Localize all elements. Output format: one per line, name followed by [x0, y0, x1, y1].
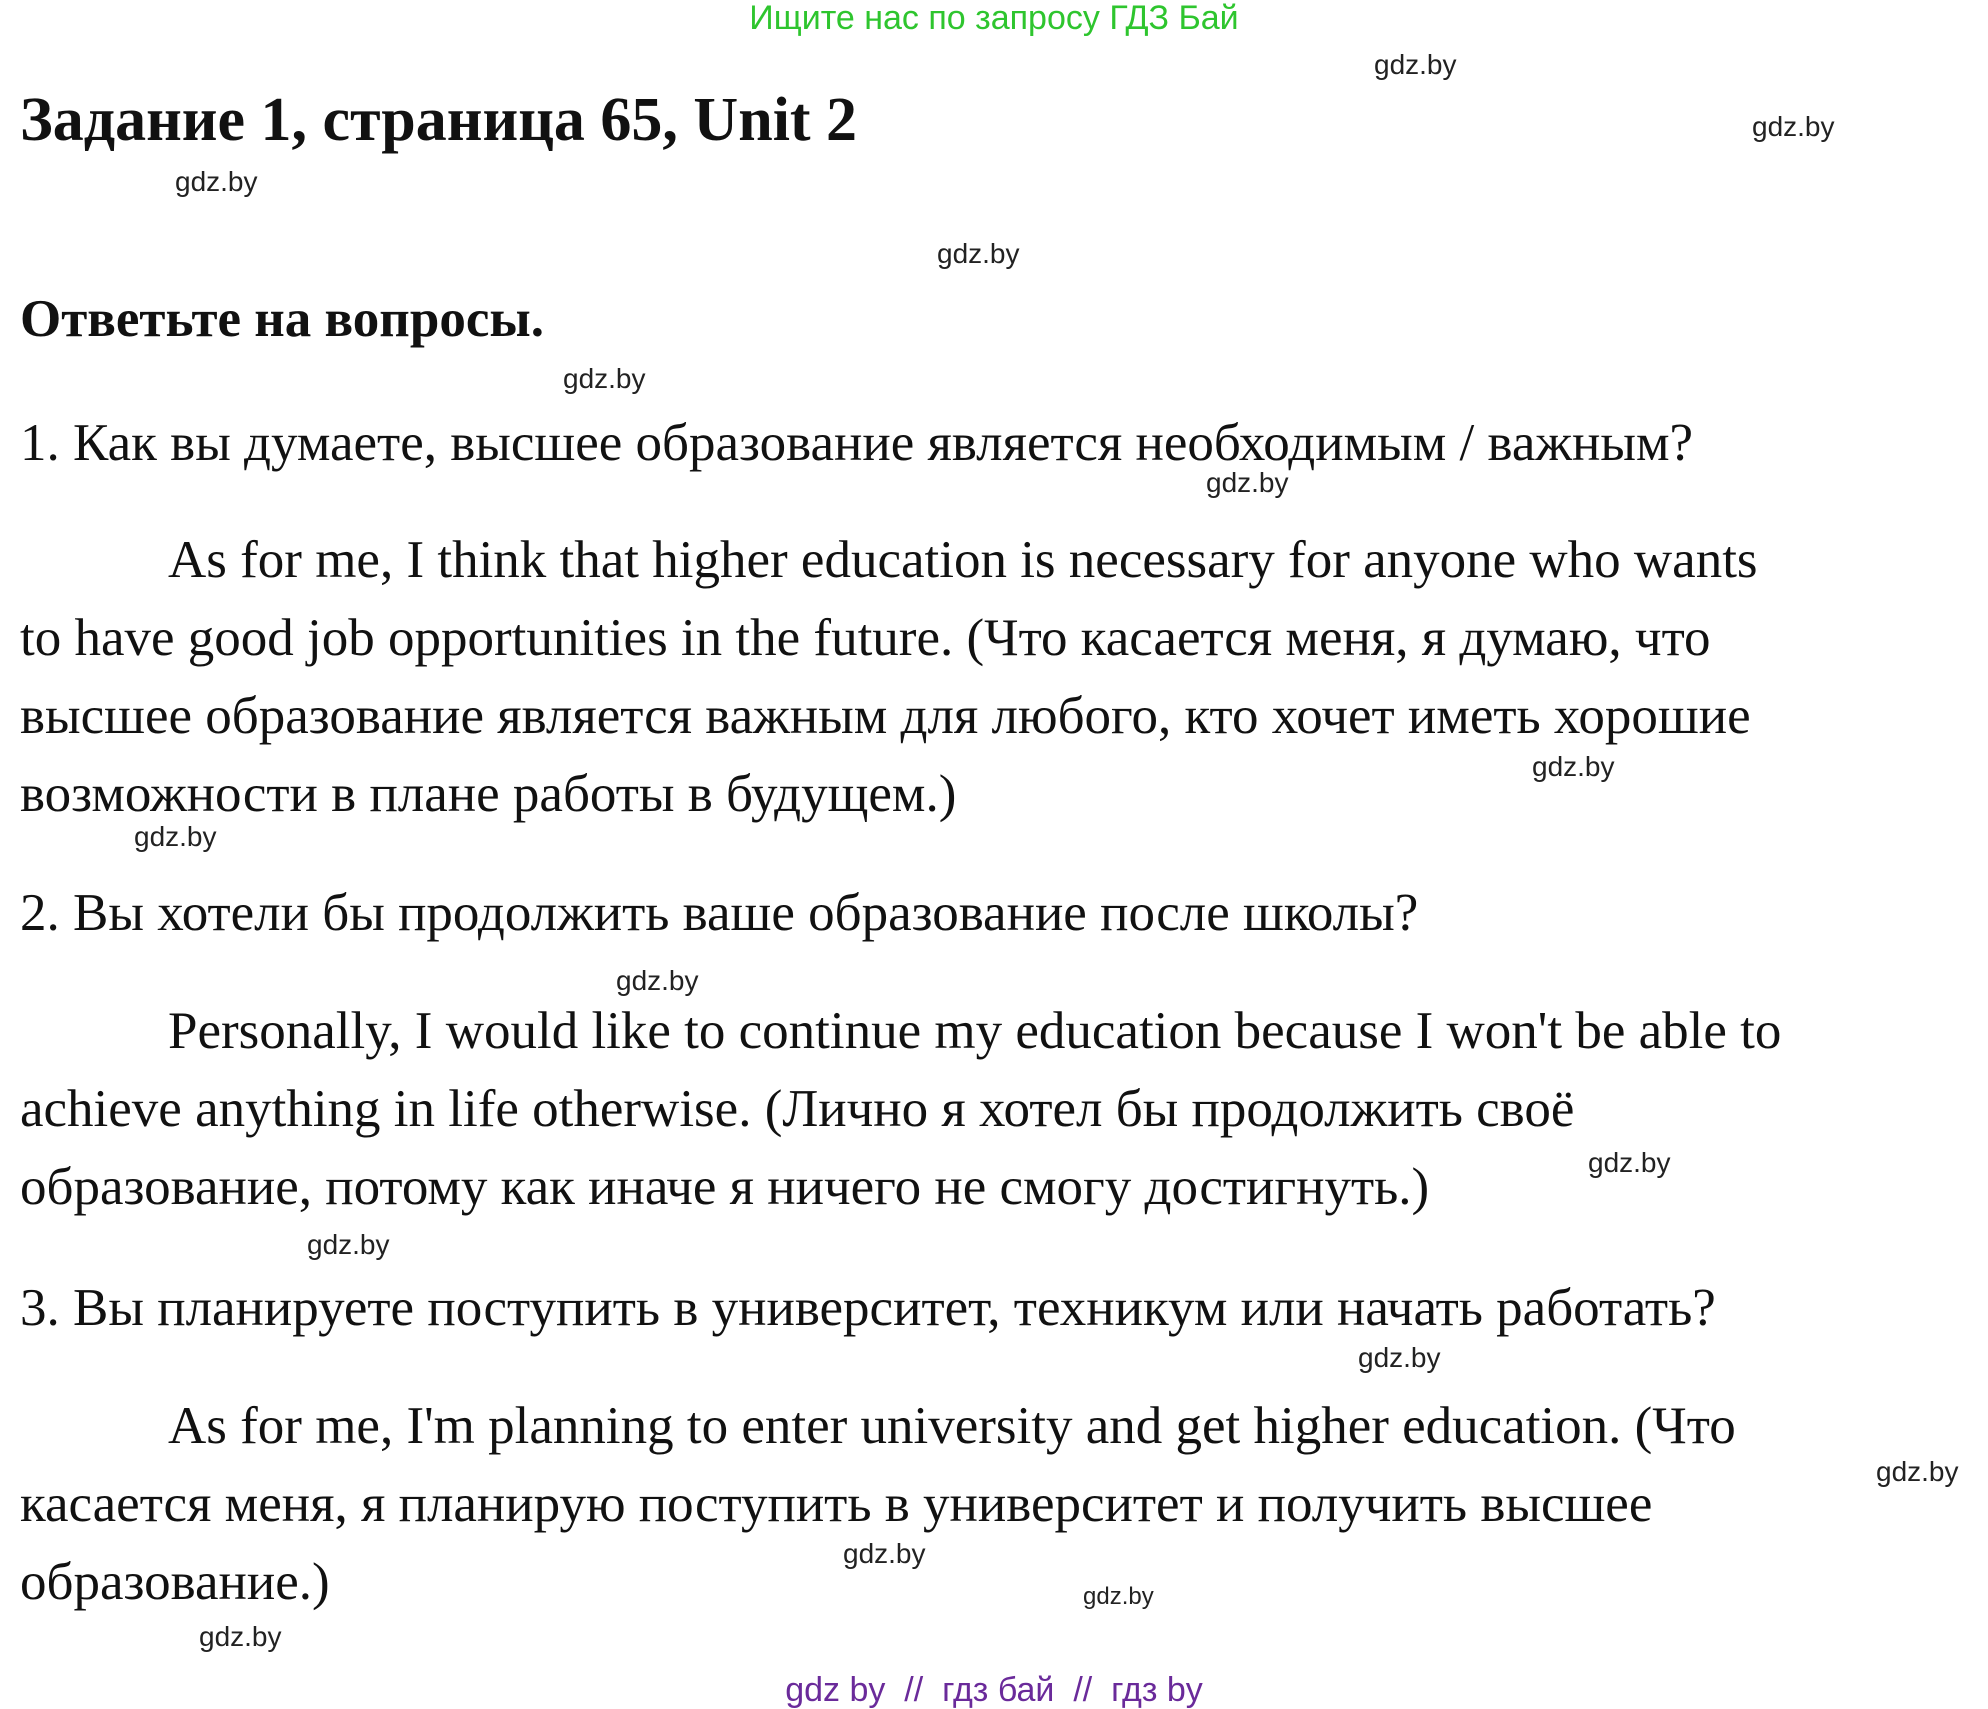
answer-1-line-3: высшее образование является важным для любого, кто хочет иметь хорошие — [20, 687, 1751, 745]
question-3: 3. Вы планируете поступить в университет, техникум или начать работать? — [20, 1279, 1716, 1337]
answer-1-line-1: As for me, I think that higher education is necessary for anyone who wants — [168, 531, 1758, 589]
question-2: 2. Вы хотели бы продолжить ваше образование после школы? — [20, 884, 1419, 942]
watermark: gdz.by — [307, 1229, 390, 1260]
watermark: gdz.by — [1358, 1342, 1441, 1373]
watermark: gdz.by — [1083, 1583, 1154, 1610]
watermark: gdz.by — [1588, 1147, 1671, 1178]
answer-3-line-3: образование.) — [20, 1553, 330, 1611]
watermark: gdz.by — [134, 821, 217, 852]
answer-2-line-2: achieve anything in life otherwise. (Лично я хотел бы продолжить своё — [20, 1080, 1575, 1138]
top-banner: Ищите нас по запросу ГДЗ Бай — [749, 0, 1239, 37]
watermark: gdz.by — [1876, 1456, 1959, 1487]
answer-2-line-1: Personally, I would like to continue my education because I won't be able to — [168, 1002, 1782, 1060]
watermark: gdz.by — [175, 166, 258, 197]
answer-1 — [20, 521, 1758, 833]
answer-2-line-3: образование, потому как иначе я ничего не смогу достигнуть.) — [20, 1158, 1430, 1216]
watermark: gdz.by — [1532, 751, 1615, 782]
watermark: gdz.by — [1752, 111, 1835, 142]
answer-3-line-2: касается меня, я планирую поступить в университет и получить высшее — [20, 1475, 1653, 1533]
answer-2 — [20, 992, 1781, 1226]
answer-1-line-2: to have good job opportunities in the future. (Что касается меня, я думаю, что — [20, 609, 1711, 667]
answer-3-line-1: As for me, I'm planning to enter university and get higher education. (Что — [168, 1397, 1736, 1455]
bottom-banner: gdz by // гдз бай // гдз by — [785, 1671, 1203, 1709]
watermark: gdz.by — [843, 1538, 926, 1569]
watermark: gdz.by — [563, 363, 646, 394]
page-title: Задание 1, страница 65, Unit 2 — [20, 86, 858, 154]
answer-3 — [20, 1387, 1736, 1621]
watermark: gdz.by — [1206, 467, 1289, 498]
instruction-heading: Ответьте на вопросы. — [20, 290, 544, 348]
answer-1-line-4: возможности в плане работы в будущем.) — [20, 765, 957, 823]
watermark: gdz.by — [1374, 49, 1457, 80]
question-1: 1. Как вы думаете, высшее образование является необходимым / важным? — [20, 414, 1694, 472]
watermark: gdz.by — [616, 965, 699, 996]
watermark: gdz.by — [199, 1621, 282, 1652]
watermark: gdz.by — [937, 238, 1020, 269]
